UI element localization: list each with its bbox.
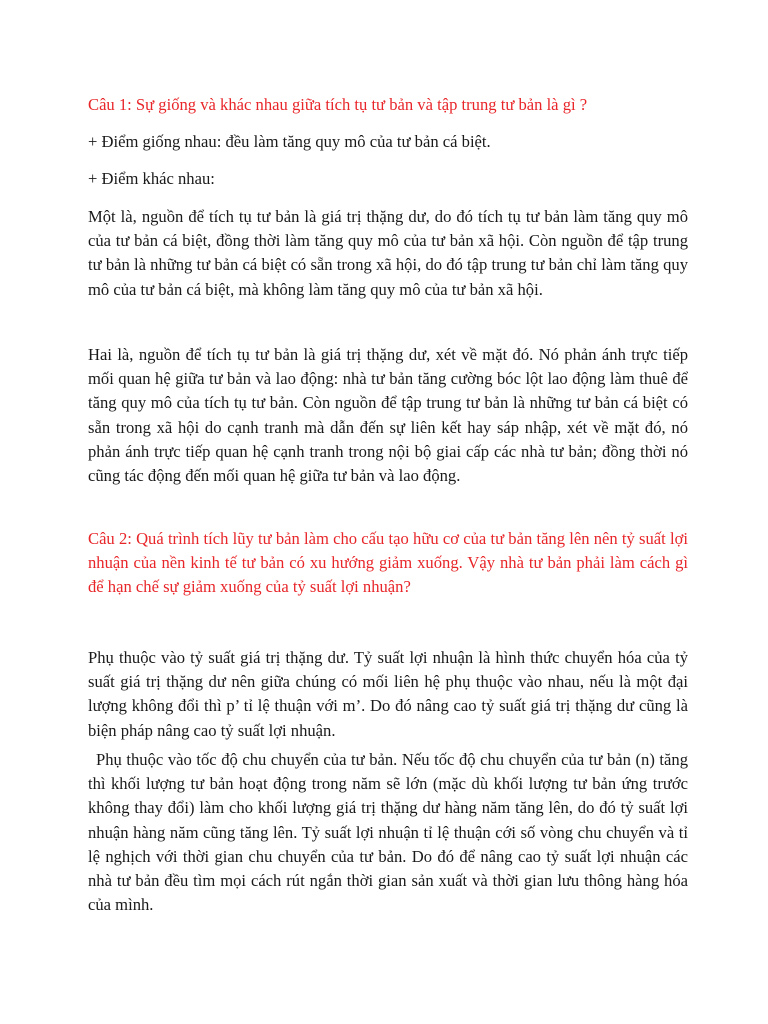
similarity-line: + Điểm giống nhau: đều làm tăng quy mô của tư bản cá biệt. (88, 132, 491, 151)
question-2-heading: Câu 2: Quá trình tích lũy tư bản làm cho cấu tạo hữu cơ của tư bản tăng lên nên tỷ suất lợi nhuận của nền kinh tế tư bản có xu hướng giảm xuống. Vậy nhà tư bản phải làm cách gì để hạn chế sự giảm xuống của tỷ suất lợi nhuận? (88, 529, 688, 597)
answer-paragraph-one: Phụ thuộc vào tỷ suất giá trị thặng dư. Tỷ suất lợi nhuận là hình thức chuyển hóa của tỷ suất giá trị thặng dư nên giữa chúng có mối liên hệ phụ thuộc vào nhau, nếu là một đại lượng không đổi thì p’ tỉ lệ thuận với m’. Do đó nâng cao tỷ suất giá trị thặng dư cũng là biện pháp nâng cao tỷ suất lợi nhuận. (88, 648, 688, 740)
question-1-heading: Câu 1: Sự giống và khác nhau giữa tích tụ tư bản và tập trung tư bản là gì ? (88, 95, 588, 114)
answer-paragraph-two: Phụ thuộc vào tốc độ chu chuyển của tư bản. Nếu tốc độ chu chuyển của tư bản (n) tăng thì khối lượng tư bản hoạt động trong năm sẽ lớn (mặc dù khối lượng tư bản ứng trước không thay đổi) làm cho khối lượng giá trị thặng dư hàng năm tăng lên, do đó tỷ suất lợi nhuận hàng năm cũng tăng lên. Tỷ suất lợi nhuận tỉ lệ thuận cới số vòng chu chuyển và tỉ lệ nghịch với thời gian chu chuyển của tư bản. Do đó để nâng cao tỷ suất lợi nhuận các nhà tư bản đều tìm mọi cách rút ngắn thời gian sản xuất và thời gian lưu thông hàng hóa của mình. (88, 750, 688, 915)
difference-paragraph-one: Một là, nguồn để tích tụ tư bản là giá trị thặng dư, do đó tích tụ tư bản làm tăng quy mô của tư bản cá biệt, đồng thời làm tăng quy mô của tư bản xã hội. Còn nguồn để tập trung tư bản là những tư bản cá biệt có sẵn trong xã hội, do đó tập trung tư bản chỉ làm tăng quy mô của tư bản cá biệt, mà không làm tăng quy mô của tư bản xã hội. (88, 207, 688, 299)
difference-heading: + Điểm khác nhau: (88, 169, 215, 188)
difference-paragraph-two: Hai là, nguồn để tích tụ tư bản là giá trị thặng dư, xét về mặt đó. Nó phản ánh trực tiếp mối quan hệ giữa tư bản và lao động: nhà tư bản tăng cường bóc lột lao động làm thuê để tăng quy mô của tích tụ tư bản. Còn nguồn để tập trung tư bản là những tư bản cá biệt có sẵn trong xã hội do cạnh tranh mà dẫn đến sự liên kết hay sáp nhập, xét về mặt đó, nó phản ánh trực tiếp quan hệ cạnh tranh trong nội bộ giai cấp các nhà tư bản; đồng thời nó cũng tác động đến mối quan hệ giữa tư bản và lao động. (88, 345, 688, 486)
